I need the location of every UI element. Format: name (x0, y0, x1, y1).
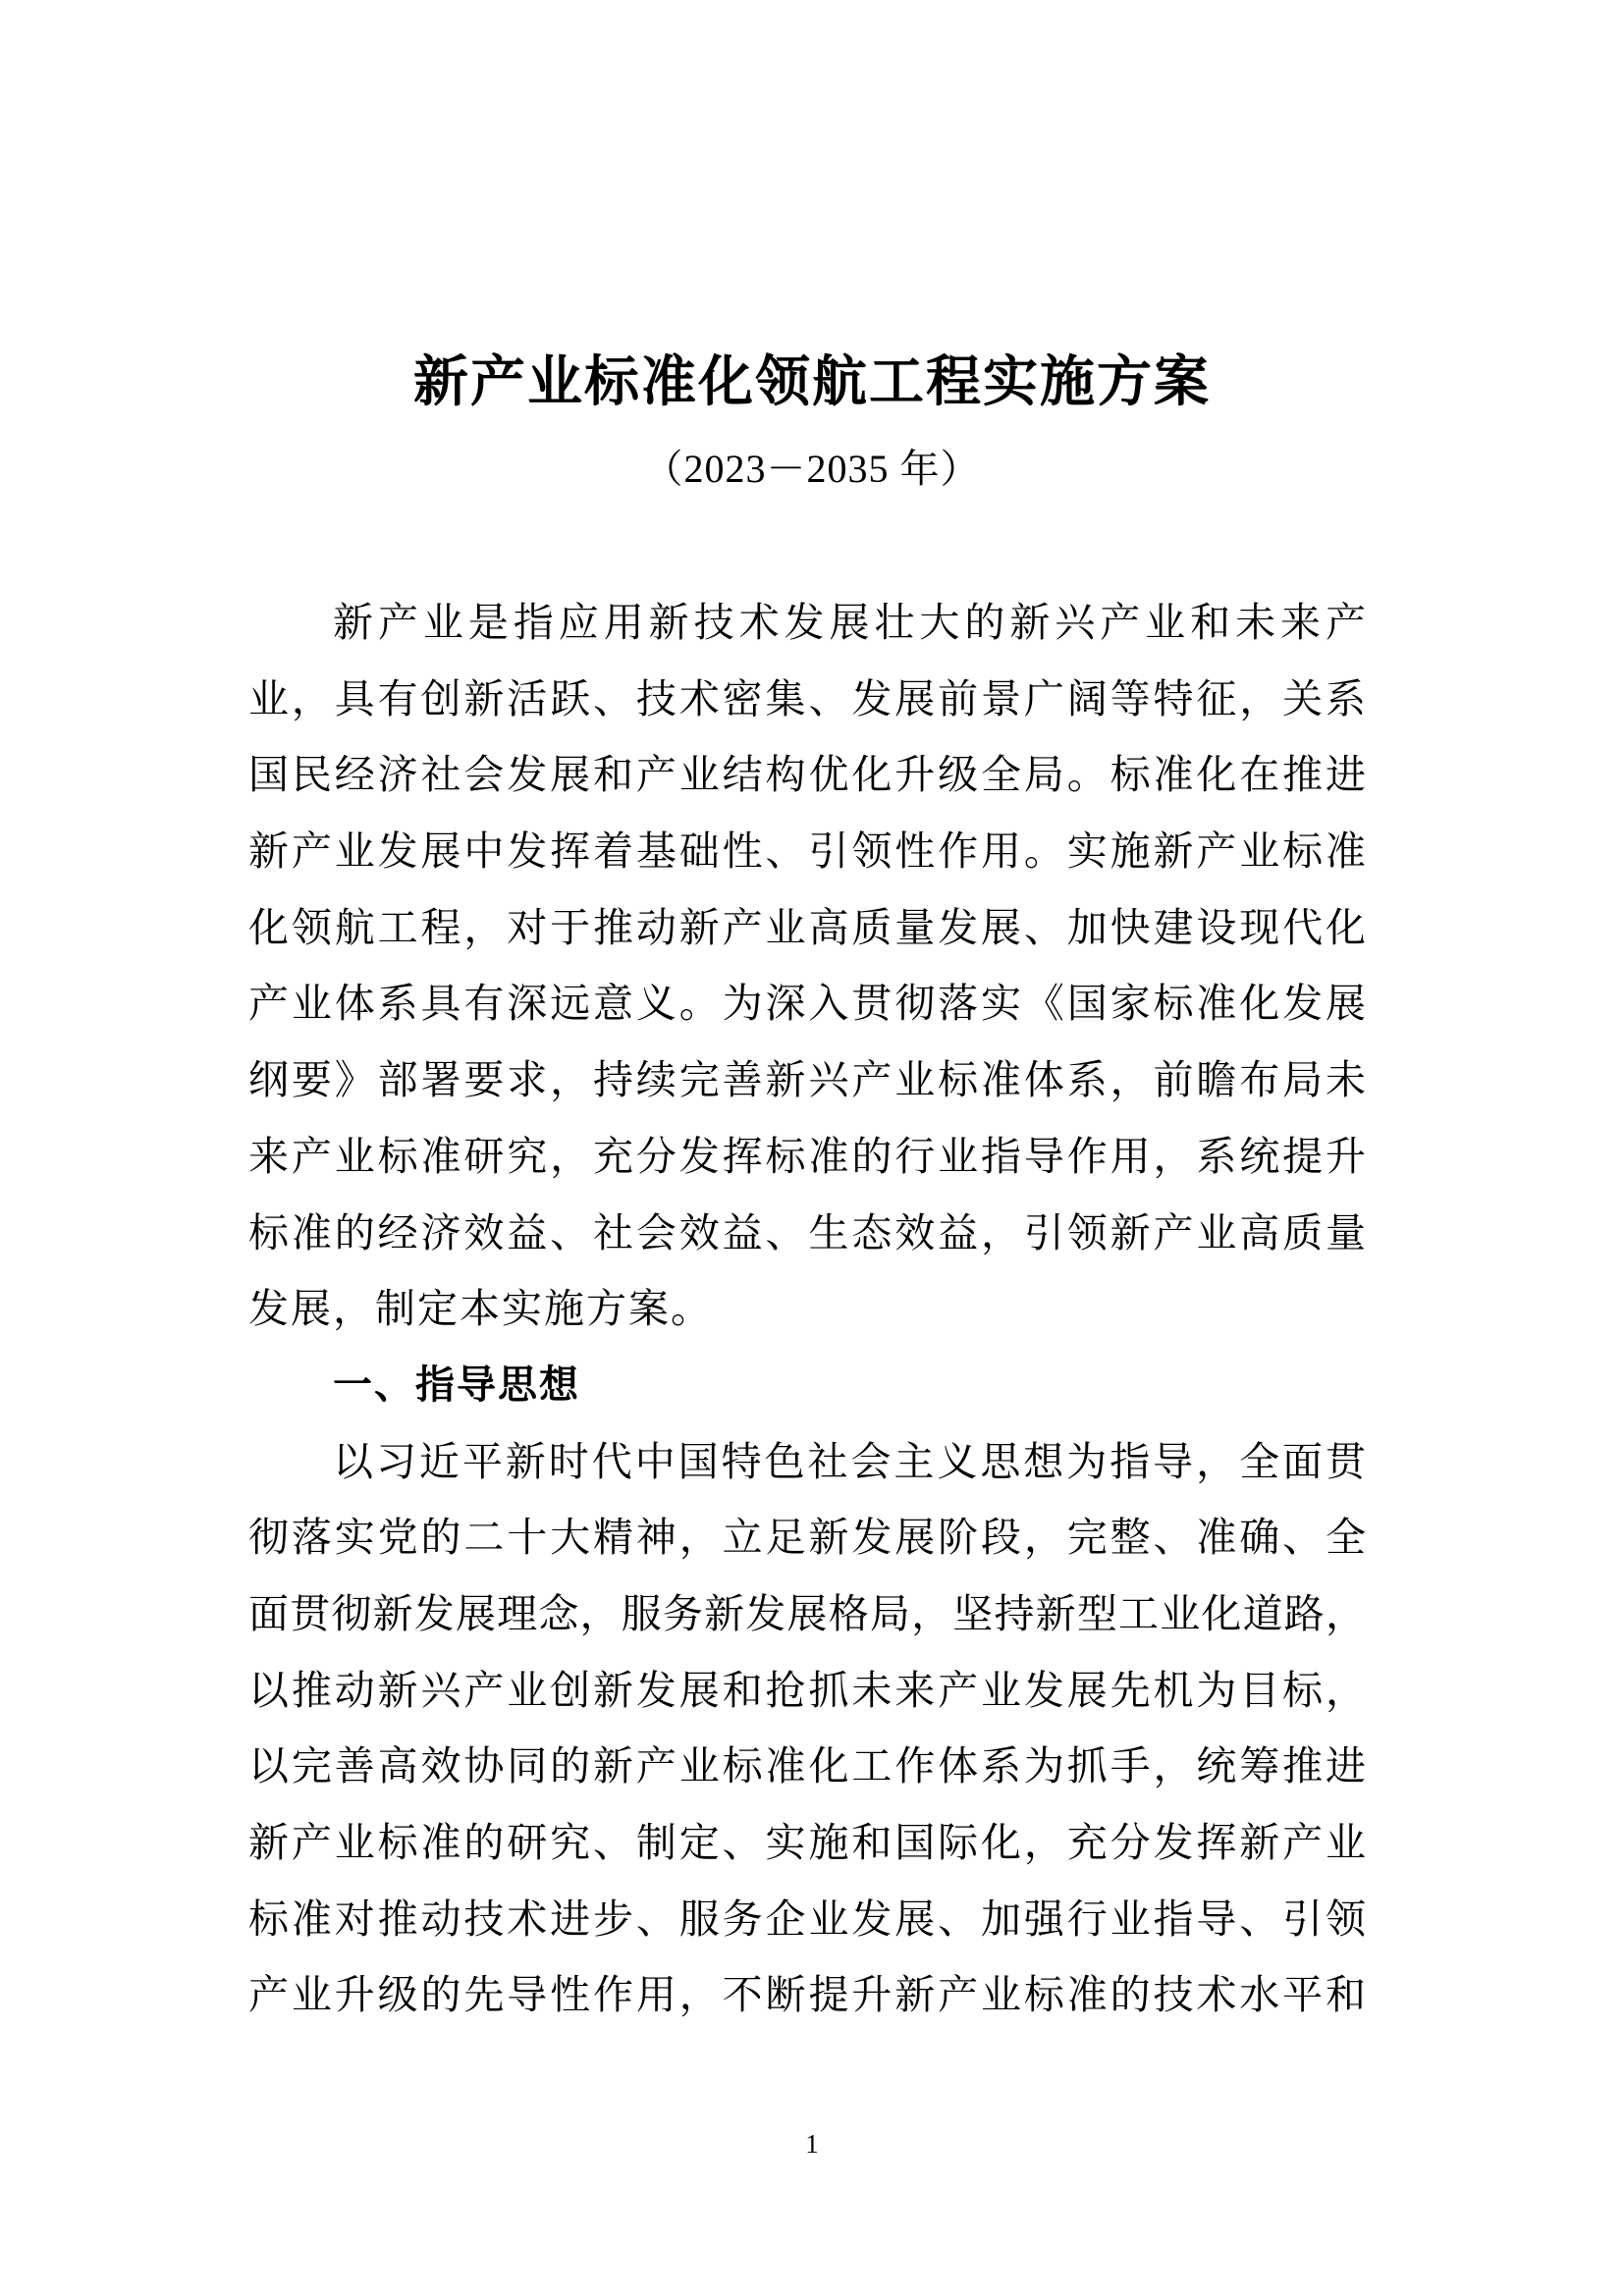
body-line: 新产业标准的研究、制定、实施和国际化，充分发挥新产业 (248, 1820, 1366, 1865)
page-title: 新产业标准化领航工程实施方案 (413, 352, 1211, 413)
body-line: 业，具有创新活跃、技术密集、发展前景广阔等特征，关系 (248, 675, 1366, 721)
body-line: 化领航工程，对于推动新产业高质量发展、加快建设现代化 (248, 904, 1366, 950)
body-line: 以习近平新时代中国特色社会主义思想为指导，全面贯 (333, 1438, 1366, 1484)
body-line: 产业升级的先导性作用，不断提升新产业标准的技术水平和 (248, 1972, 1366, 2018)
page-subtitle: （2023－2035 年） (643, 447, 981, 491)
body-line: 来产业标准研究，充分发挥标准的行业指导作用，系统提升 (248, 1133, 1366, 1179)
body-line: 国民经济社会发展和产业结构优化升级全局。标准化在推进 (248, 752, 1366, 798)
body-line: 面贯彻新发展理念，服务新发展格局，坚持新型工业化道路， (248, 1590, 1366, 1636)
page-number: 1 (805, 2129, 819, 2159)
body-line: 新产业是指应用新技术发展壮大的新兴产业和未来产 (333, 600, 1366, 645)
body-line: 发展，制定本实施方案。 (248, 1286, 713, 1332)
body-line: 彻落实党的二十大精神，立足新发展阶段，完整、准确、全 (248, 1515, 1366, 1561)
document-body (248, 585, 1366, 2034)
body-line: 标准的经济效益、社会效益、生态效益，引领新产业高质量 (248, 1209, 1366, 1255)
body-line: 以完善高效协同的新产业标准化工作体系为抓手，统筹推进 (248, 1743, 1366, 1789)
body-line: 以推动新兴产业创新发展和抢抓未来产业发展先机为目标， (248, 1667, 1366, 1713)
section-heading: 一、指导思想 (333, 1362, 580, 1407)
body-line: 产业体系具有深远意义。为深入贯彻落实《国家标准化发展 (248, 981, 1366, 1027)
body-line: 新产业发展中发挥着基础性、引领性作用。实施新产业标准 (248, 828, 1366, 875)
body-line: 标准对推动技术进步、服务企业发展、加强行业指导、引领 (248, 1896, 1366, 1942)
body-line: 纲要》部署要求，持续完善新兴产业标准体系，前瞻布局未 (248, 1057, 1366, 1103)
